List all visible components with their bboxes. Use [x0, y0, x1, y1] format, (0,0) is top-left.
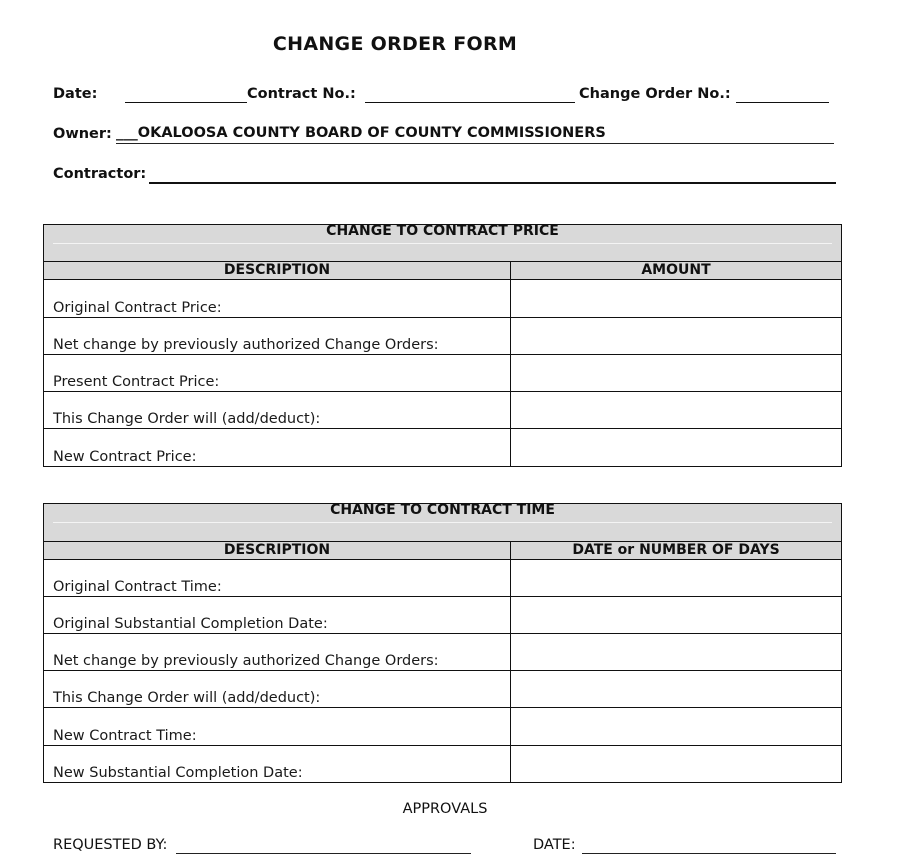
row-description: Net change by previously authorized Change Orders:	[53, 653, 439, 669]
requested-by-label: REQUESTED BY:	[53, 837, 168, 853]
table-row	[44, 280, 841, 318]
row-description: This Change Order will (add/deduct):	[53, 411, 321, 427]
approval-date-label: DATE:	[533, 837, 576, 853]
price-col-description: DESCRIPTION	[223, 262, 331, 278]
approval-date-field[interactable]	[582, 853, 836, 854]
table-row	[44, 318, 841, 355]
contract-no-field[interactable]	[365, 102, 575, 103]
owner-label: Owner:	[53, 126, 112, 142]
contractor-field[interactable]	[149, 182, 836, 184]
title-divider	[53, 243, 832, 244]
table-row	[44, 746, 841, 783]
row-description: New Contract Time:	[53, 728, 197, 744]
price-table-title-band	[44, 224, 841, 262]
owner-field[interactable]	[116, 143, 834, 144]
table-row	[44, 671, 841, 708]
table-row	[44, 429, 841, 467]
time-col-description: DESCRIPTION	[223, 542, 331, 558]
date-days-cell[interactable]	[511, 671, 841, 707]
form-title: CHANGE ORDER FORM	[272, 33, 518, 55]
amount-cell[interactable]	[511, 392, 841, 428]
price-table-header	[44, 261, 841, 280]
date-days-cell[interactable]	[511, 597, 841, 633]
approvals-heading: APPROVALS	[402, 801, 488, 817]
date-label: Date:	[53, 86, 98, 102]
time-table-header	[44, 541, 841, 560]
table-row	[44, 597, 841, 634]
row-description: New Substantial Completion Date:	[53, 765, 303, 781]
row-description: Present Contract Price:	[53, 374, 220, 390]
row-description: New Contract Price:	[53, 449, 197, 465]
date-field[interactable]	[125, 102, 247, 103]
owner-prefix: ___	[116, 125, 138, 141]
table-row	[44, 708, 841, 746]
contract-no-label: Contract No.:	[247, 86, 356, 102]
requested-by-field[interactable]	[176, 853, 471, 854]
row-description: Original Contract Time:	[53, 579, 222, 595]
row-description: Net change by previously authorized Change Orders:	[53, 337, 439, 353]
amount-cell[interactable]	[511, 280, 841, 317]
row-description: This Change Order will (add/deduct):	[53, 690, 321, 706]
owner-value	[116, 125, 606, 141]
contract-time-table	[43, 503, 842, 783]
row-description: Original Substantial Completion Date:	[53, 616, 328, 632]
time-table-title-band	[44, 503, 841, 542]
contractor-label: Contractor:	[53, 166, 147, 182]
amount-cell[interactable]	[511, 318, 841, 354]
change-order-no-field[interactable]	[736, 102, 829, 103]
date-days-cell[interactable]	[511, 559, 841, 596]
owner-name: OKALOOSA COUNTY BOARD OF COUNTY COMMISSIONERS	[137, 125, 606, 141]
date-days-cell[interactable]	[511, 634, 841, 670]
table-row	[44, 392, 841, 429]
time-col-date-days: DATE or NUMBER OF DAYS	[572, 542, 780, 558]
amount-cell[interactable]	[511, 429, 841, 466]
price-table-title: CHANGE TO CONTRACT PRICE	[326, 223, 559, 239]
change-order-no-label: Change Order No.:	[579, 86, 731, 102]
date-days-cell[interactable]	[511, 746, 841, 782]
table-row	[44, 355, 841, 392]
time-table-title: CHANGE TO CONTRACT TIME	[330, 502, 555, 518]
date-days-cell[interactable]	[511, 708, 841, 745]
row-description: Original Contract Price:	[53, 300, 222, 316]
contract-price-table	[43, 224, 842, 467]
table-row	[44, 559, 841, 597]
table-row	[44, 634, 841, 671]
price-col-amount: AMOUNT	[641, 262, 711, 278]
title-divider	[53, 522, 832, 523]
amount-cell[interactable]	[511, 355, 841, 391]
